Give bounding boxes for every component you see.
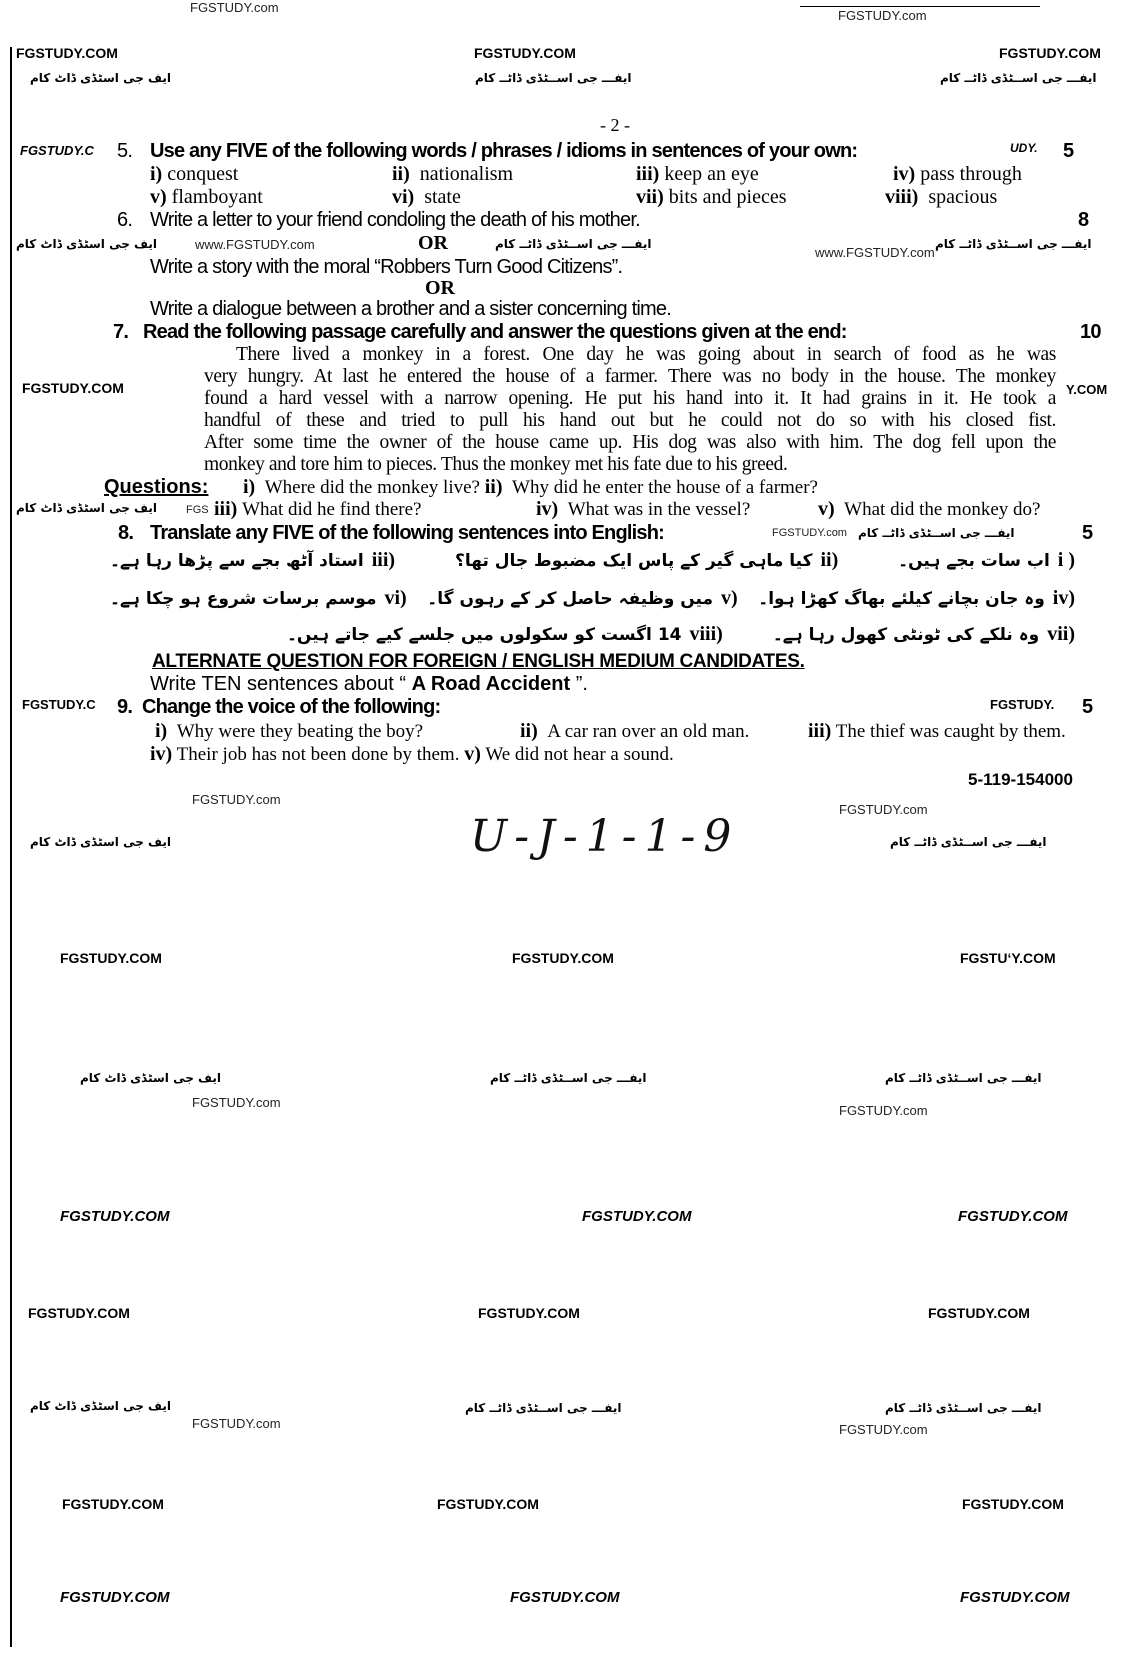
item-number: i) [150,163,163,185]
watermark-urdu: ایفـــ جی اســٹڈی ڈاٹــ کام [495,237,652,251]
passage-line: monkey and tore him to pieces. Thus the monkey met his fate due to his greed. [204,454,788,475]
watermark: FGSTUDY.COM [28,1305,130,1321]
watermark-urdu: ایفـــ جی اســٹڈی ڈاٹــ کام [885,1401,1042,1415]
watermark: FGSTUDY.COM [16,45,118,61]
urdu-sentence: 14 اگست کو سکولوں میں جلسے کیے جاتے ہیں۔ [286,625,682,645]
watermark-urdu: ایفـــ جی اســٹڈی ڈاٹــ کام [475,71,632,85]
vocab-item: nationalism [419,163,514,185]
watermark-urdu: ایفـــ جی اســٹڈی ڈاٹــ کام [490,1071,647,1085]
item-number: iv) [1052,587,1075,609]
watermark: FGSTUDY. [990,697,1055,712]
watermark: FGSTUDY.com [192,1095,281,1110]
comprehension-question: What was in the vessel? [567,499,751,520]
vocab-item: conquest [167,163,239,185]
voice-sentence: A car ran over an old man. [547,721,750,742]
vocab-item: pass through [920,163,1022,185]
watermark: FGSTUDY.COM [510,1589,620,1606]
watermark: FGSTUDY.COM [960,1589,1070,1606]
watermark-urdu: ایفـــ جی اســٹڈی ڈاٹــ کام [885,1071,1042,1085]
item-number: vi) [384,587,407,609]
page-number: - 2 - [600,115,630,135]
watermark: FGSTUDY.COM [437,1496,539,1512]
vocab-item: spacious [928,186,998,208]
watermark: FGSTUDY.COM [958,1208,1068,1225]
watermark: www.FGSTUDY.com [195,237,315,252]
question-marks: 5 [1082,696,1093,718]
voice-sentence: We did not hear a sound. [485,744,674,765]
voice-sentence: The thief was caught by them. [835,721,1066,742]
comprehension-question: What did the monkey do? [844,499,1041,520]
urdu-sentence-row [110,549,1075,573]
item-number: iii) [214,498,238,520]
paper-code: 5-119-154000 [968,770,1073,789]
watermark-urdu: ایفـــ جی اســٹڈی ڈاٹــ کام [935,237,1092,251]
watermark: FGSTUʻY.COM [960,950,1056,966]
watermark: FGSTUDY.COM [999,45,1101,61]
question-5-text: Use any FIVE of the following words / phrases / idioms in sentences of your own: [150,140,858,162]
watermark: FGSTUDY.COM [60,950,162,966]
item-number: ii) [520,720,538,742]
alternate-question-suffix: ”. [570,673,588,695]
watermark: UDY. [1010,141,1038,155]
passage-line: After some time the owner of the house came up. His dog was also with him. The dog fell upon the [204,432,1056,453]
comprehension-question: Why did he enter the house of a farmer? [512,477,818,498]
vocab-item: bits and pieces [668,186,787,208]
item-number: viii) [689,623,723,645]
urdu-sentence-row [110,623,1075,647]
question-7-text: Read the following passage carefully and answer the questions given at the end: [143,321,847,343]
question-marks: 8 [1078,209,1089,231]
question-number: 5. [117,140,133,162]
watermark: FGSTUDY.COM [962,1496,1064,1512]
passage-line: found a hard vessel with a narrow opening. He put his hand into it. It had grains in it. He took a [204,388,1056,409]
watermark: FGSTUDY.com [772,527,847,539]
comprehension-question: What did he find there? [242,499,422,520]
urdu-sentence-row [110,587,1075,611]
item-number: ii) [392,163,410,185]
watermark-urdu: ایف جی اسٹڈی ڈاٹ کام [16,501,157,515]
urdu-sentence: میں وظیفہ حاصل کر کے رہوں گا۔ [427,589,713,609]
alternate-question-topic: A Road Accident [411,673,571,695]
watermark: FGSTUDY.COM [512,950,614,966]
urdu-sentence: کیا ماہی گیر کے پاس ایک مضبوط جال تھا؟ [454,551,813,571]
voice-sentence: Their job has not been done by them. [176,744,460,765]
vocab-item: state [424,186,461,208]
question-marks: 10 [1080,321,1101,343]
item-number: iii) [636,163,660,185]
question-number: 7. [113,321,129,343]
item-number: iv) [536,498,559,520]
watermark: FGSTUDY.com [190,0,279,15]
comprehension-question: Where did the monkey live? [264,477,480,498]
item-number: iii) [371,549,396,571]
watermark: FGSTUDY.com [192,792,281,807]
item-number: ii) [820,549,839,571]
watermark: FGSTUDY.com [839,1103,928,1118]
watermark: Y.COM [1066,382,1108,397]
question-number: 6. [117,209,133,231]
watermark: FGSTUDY.COM [22,380,124,396]
question-8-text: Translate any FIVE of the following sentences into English: [150,522,664,544]
passage-line: handful of these and tried to pull his hand out but he could not do so with his closed fist. [204,410,1056,431]
passage-line: very hungry. At last he entered the house of a farmer. There was no body in the house. The monkey [204,366,1056,387]
question-marks: 5 [1063,140,1074,162]
watermark: FGSTUDY.COM [474,45,576,61]
watermark-urdu: ایف جی اسٹڈی ڈاٹ کام [30,835,171,849]
page-left-border [10,47,12,1647]
watermark-urdu: ایف جی اسٹڈی ڈاٹ کام [16,237,157,251]
passage-line: There lived a monkey in a forest. One day he was going about in search of food as he was [236,344,1056,365]
item-number: vii) [1047,623,1075,645]
question-6-option-2: Write a story with the moral “Robbers Turn Good Citizens”. [150,256,623,278]
watermark: FGS [186,504,209,516]
item-number: vii) [636,186,664,208]
watermark-urdu: ایفـــ جی اســٹڈی ڈاٹــ کام [858,526,1015,540]
watermark: FGSTUDY.com [838,8,927,23]
watermark-urdu: ایفـــ جی اســٹڈی ڈاٹــ کام [940,71,1097,85]
watermark-urdu: ایفـــ جی اســٹڈی ڈاٹــ کام [890,835,1047,849]
divider [800,6,1040,7]
watermark: FGSTUDY.C [20,143,94,158]
voice-sentence: Why were they beating the boy? [176,721,424,742]
question-6-option-1: Write a letter to your friend condoling the death of his mother. [150,209,640,231]
urdu-sentence: وہ نلکے کی ٹونٹی کھول رہا ہے۔ [772,625,1040,645]
watermark: FGSTUDY.com [839,1422,928,1437]
alternate-question-text: Write TEN sentences about “ [150,673,412,695]
handwritten-code: U-J-1-1-9 [470,811,740,862]
watermark: FGSTUDY.C [22,697,96,712]
question-9-text: Change the voice of the following: [142,696,441,718]
watermark: FGSTUDY.COM [62,1496,164,1512]
watermark: FGSTUDY.COM [60,1589,170,1606]
urdu-sentence: وہ جان بچانے کیلئے بھاگ کھڑا ہوا۔ [758,589,1045,609]
urdu-sentence: اب سات بجے ہیں۔ [898,551,1050,571]
vocab-item: keep an eye [664,163,759,185]
watermark: FGSTUDY.COM [478,1305,580,1321]
item-number: i ) [1057,549,1075,571]
watermark: FGSTUDY.COM [582,1208,692,1225]
or-separator: OR [425,277,455,299]
question-marks: 5 [1082,522,1093,544]
item-number: i) [243,476,256,498]
question-number: 9. [117,696,133,718]
watermark: FGSTUDY.COM [60,1208,170,1225]
watermark-urdu: ایف جی اسٹڈی ڈاٹ کام [30,71,171,85]
watermark: FGSTUDY.COM [928,1305,1030,1321]
question-number: 8. [118,522,134,544]
questions-label: Questions: [104,476,209,498]
item-number: v) [464,743,481,765]
alternate-question-heading: ALTERNATE QUESTION FOR FOREIGN / ENGLISH MEDIUM CANDIDATES. [152,651,805,672]
watermark-urdu: ایف جی اسٹڈی ڈاٹ کام [80,1071,221,1085]
watermark-urdu: ایفـــ جی اســٹڈی ڈاٹــ کام [465,1401,622,1415]
urdu-sentence: استاد آٹھ بجے سے پڑھا رہا ہے۔ [110,551,364,571]
item-number: ii) [484,476,503,498]
question-6-option-3: Write a dialogue between a brother and a sister concerning time. [150,298,671,320]
or-separator: OR [418,232,448,254]
vocab-item: flamboyant [171,186,263,208]
item-number: vi) [392,186,415,208]
item-number: i) [155,720,168,742]
watermark: www.FGSTUDY.com [815,245,935,260]
item-number: v) [720,587,738,609]
item-number: v) [818,498,835,520]
item-number: iii) [808,720,832,742]
watermark-urdu: ایف جی اسٹڈی ڈاٹ کام [30,1399,171,1413]
watermark: FGSTUDY.com [192,1416,281,1431]
urdu-sentence: موسم برسات شروع ہو چکا ہے۔ [110,589,377,609]
item-number: viii) [885,186,919,208]
item-number: iv) [150,743,173,765]
item-number: v) [150,186,167,208]
item-number: iv) [893,163,916,185]
watermark: FGSTUDY.com [839,802,928,817]
